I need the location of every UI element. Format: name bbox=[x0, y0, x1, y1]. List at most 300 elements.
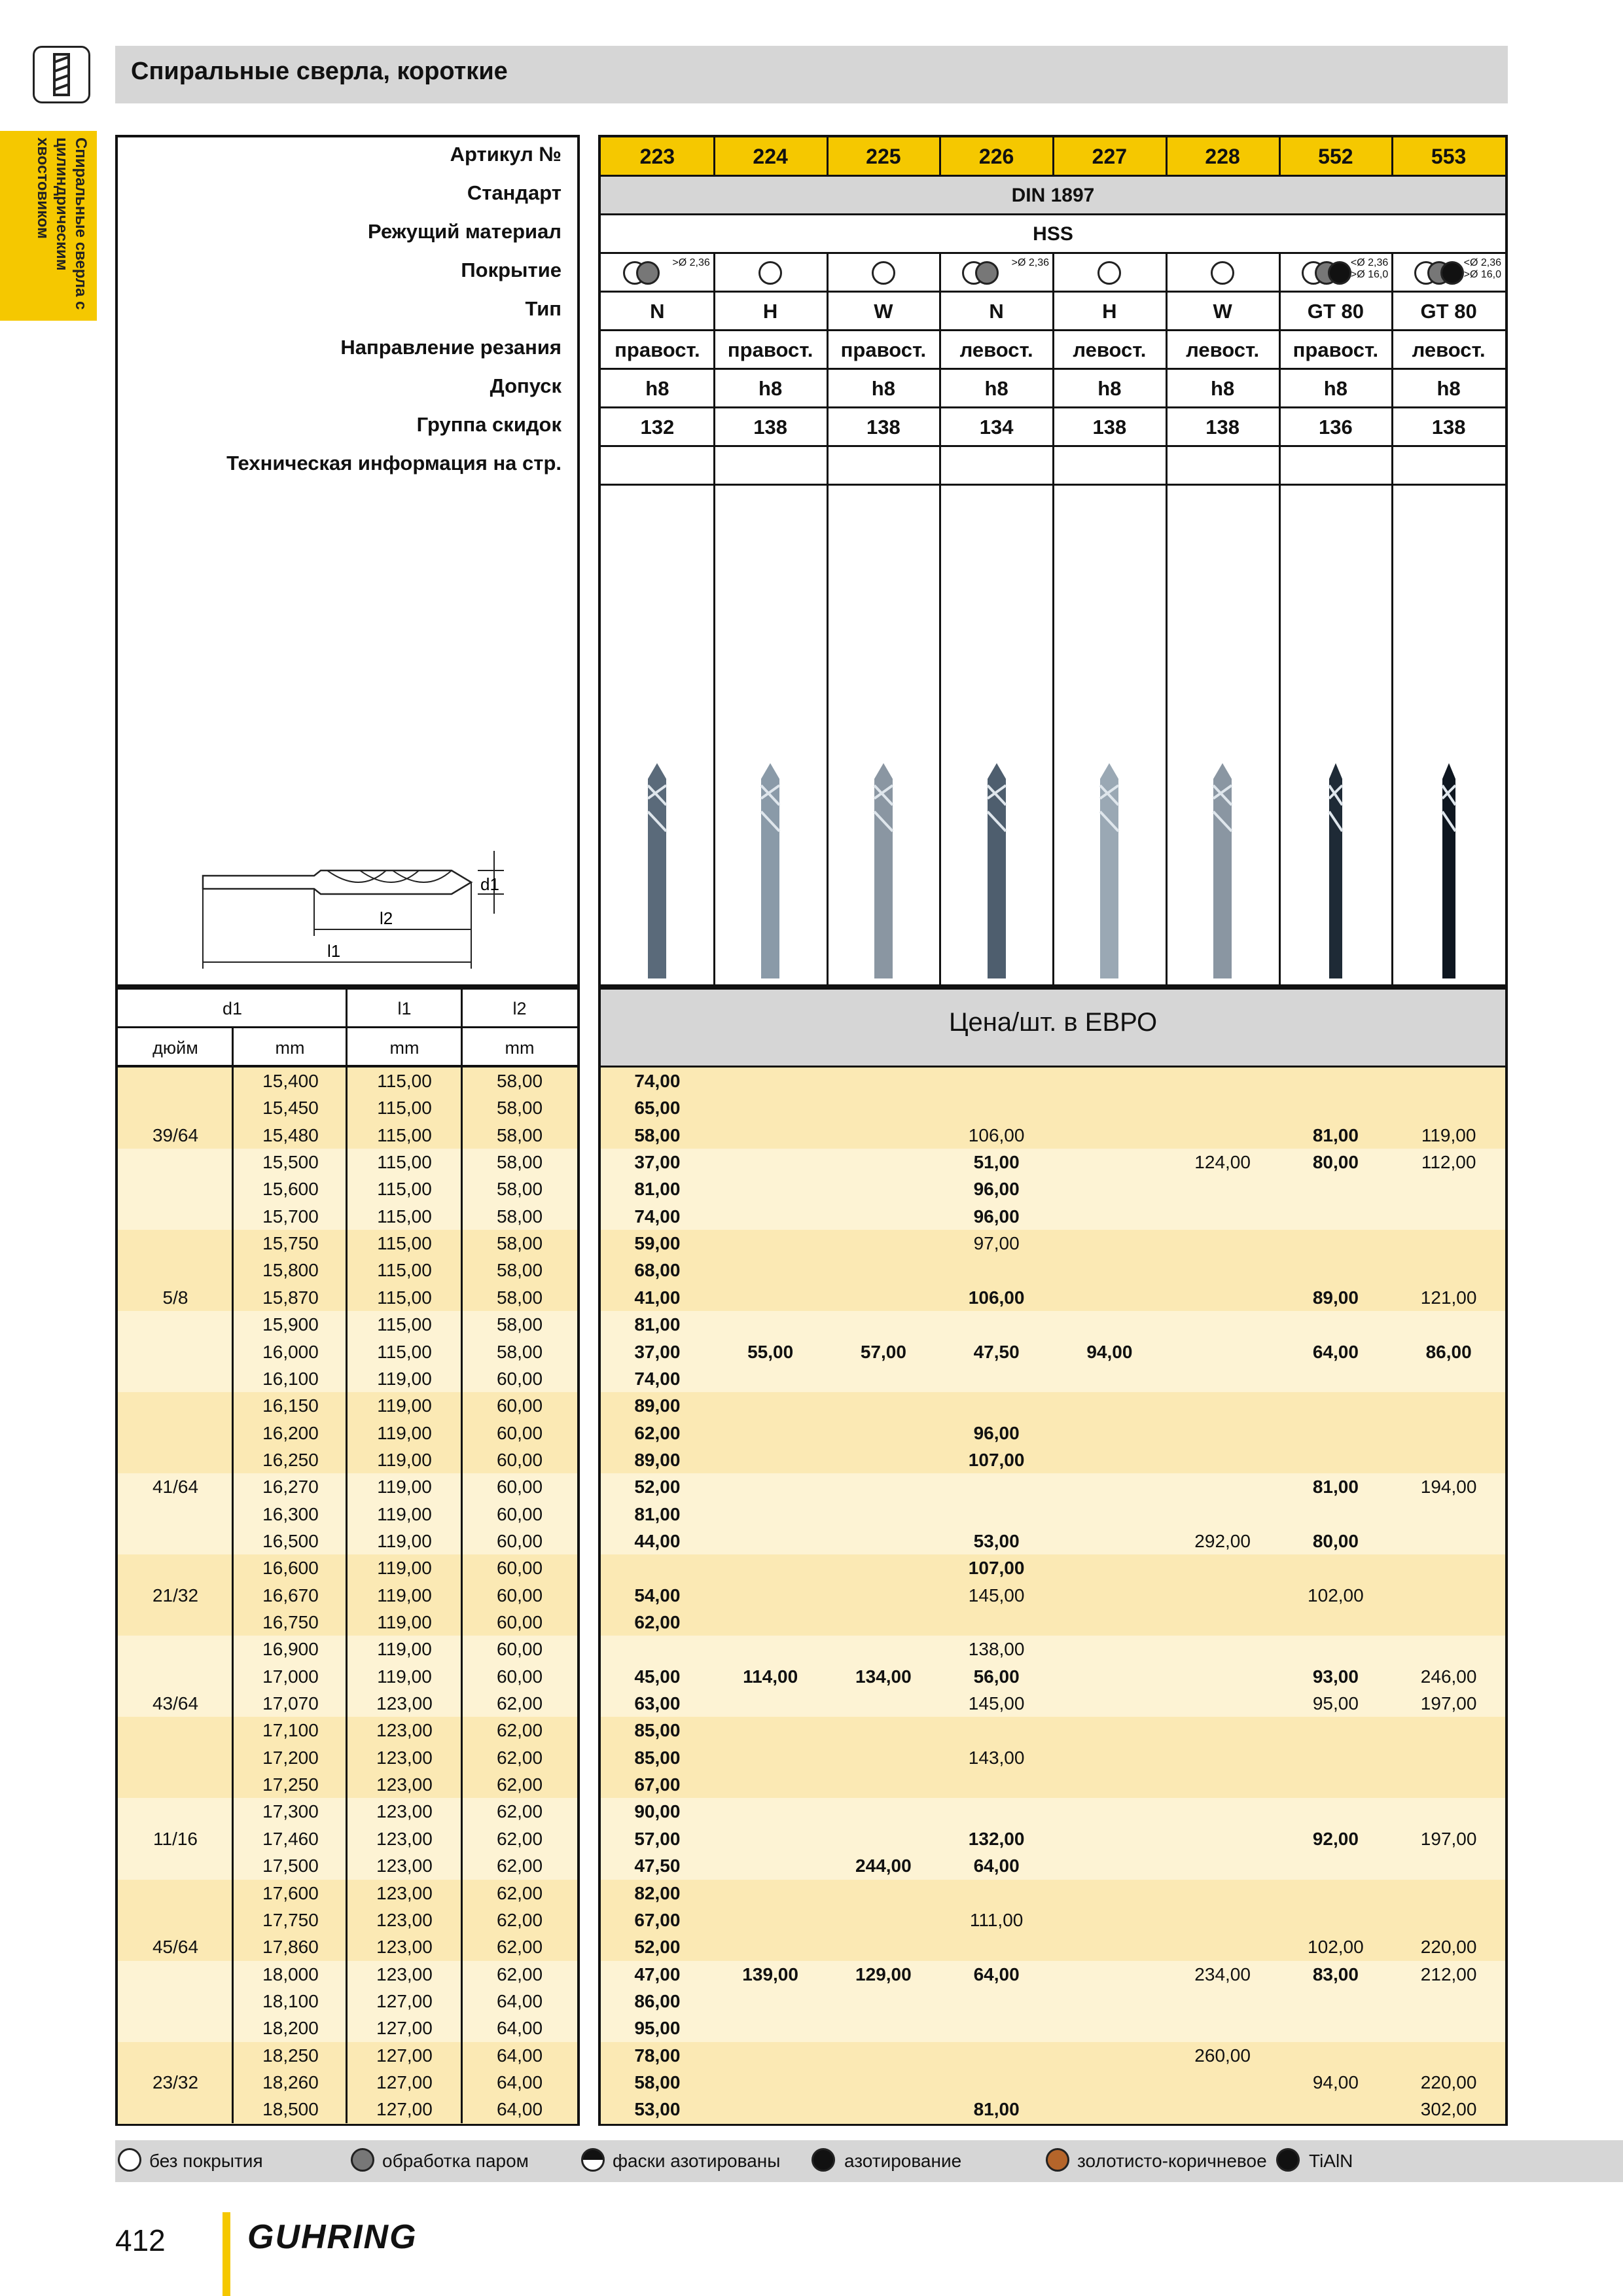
type-value: N bbox=[989, 300, 1004, 323]
price-cell: 65,00 bbox=[634, 1098, 681, 1119]
diagram-l2: l2 bbox=[380, 908, 393, 928]
coating-note: <Ø 2,36 >Ø 16,0 bbox=[1350, 257, 1389, 280]
tolerance-value: h8 bbox=[1323, 377, 1347, 400]
dim-l2: 58,00 bbox=[496, 1260, 543, 1281]
drill-dimension-diagram bbox=[190, 844, 510, 975]
hdr-mm-l2: mm bbox=[505, 1038, 535, 1058]
tolerance-value: h8 bbox=[645, 377, 669, 400]
coating-cell bbox=[714, 253, 827, 292]
hdr-inch: дюйм bbox=[152, 1038, 198, 1058]
price-cell: 107,00 bbox=[968, 1558, 1025, 1579]
legend-steam: обработка паром bbox=[382, 2151, 529, 2171]
price-cell: 85,00 bbox=[634, 1720, 681, 1741]
price-cell: 138,00 bbox=[968, 1639, 1025, 1660]
dim-d1: 16,300 bbox=[262, 1503, 319, 1524]
article-number: 227 bbox=[1053, 137, 1166, 176]
coating-cell bbox=[827, 253, 940, 292]
price-cell: 220,00 bbox=[1420, 2072, 1477, 2092]
drill-photo-icon bbox=[977, 759, 1016, 982]
dim-inch: 21/32 bbox=[152, 1585, 199, 1605]
dim-d1: 15,700 bbox=[262, 1206, 319, 1227]
article-spec-grid bbox=[601, 137, 1505, 484]
hdr-d1: d1 bbox=[222, 999, 243, 1018]
tialn-icon bbox=[1276, 2148, 1300, 2172]
price-cell: 55,00 bbox=[747, 1341, 794, 1362]
dim-l2: 60,00 bbox=[496, 1530, 543, 1551]
dim-l2: 62,00 bbox=[496, 1774, 543, 1795]
dim-l1: 119,00 bbox=[377, 1585, 432, 1605]
dim-l1: 123,00 bbox=[376, 1856, 433, 1876]
price-cell: 52,00 bbox=[634, 1477, 681, 1498]
price-cell: 37,00 bbox=[634, 1152, 681, 1173]
dim-l2: 58,00 bbox=[496, 1314, 543, 1335]
tolerance-value: h8 bbox=[871, 377, 895, 400]
dim-d1: 18,500 bbox=[262, 2099, 319, 2120]
coating-cell bbox=[1166, 253, 1279, 292]
coating-note: >Ø 2,36 bbox=[1011, 257, 1049, 268]
dim-l2: 58,00 bbox=[496, 1098, 543, 1119]
dim-d1: 16,750 bbox=[262, 1612, 319, 1632]
dim-d1: 16,000 bbox=[262, 1341, 319, 1362]
direction-value: правост. bbox=[1293, 338, 1379, 361]
dim-d1: 18,250 bbox=[262, 2045, 319, 2066]
dim-l1: 119,00 bbox=[377, 1530, 432, 1551]
dim-d1: 15,870 bbox=[262, 1287, 319, 1308]
dim-l1: 115,00 bbox=[377, 1260, 432, 1281]
dim-l1: 119,00 bbox=[377, 1422, 432, 1443]
dim-l1: 119,00 bbox=[377, 1558, 432, 1579]
price-cell: 74,00 bbox=[634, 1206, 681, 1227]
tolerance-value: h8 bbox=[1436, 377, 1461, 400]
dim-l2: 62,00 bbox=[496, 1828, 543, 1849]
price-cell: 124,00 bbox=[1194, 1152, 1251, 1173]
dim-l1: 123,00 bbox=[376, 1801, 433, 1822]
legend-gold-brown: золотисто-коричневое bbox=[1077, 2151, 1267, 2171]
label-direction: Направление резания bbox=[340, 336, 562, 359]
price-cell: 145,00 bbox=[968, 1693, 1025, 1714]
discount-value: 138 bbox=[753, 416, 787, 439]
dim-d1: 18,200 bbox=[262, 2018, 319, 2039]
price-cell: 56,00 bbox=[973, 1666, 1020, 1687]
dim-l1: 123,00 bbox=[376, 1828, 433, 1849]
label-standard: Стандарт bbox=[467, 181, 562, 204]
dim-l2: 60,00 bbox=[496, 1639, 543, 1660]
price-cell: 67,00 bbox=[634, 1909, 681, 1930]
dim-l2: 64,00 bbox=[496, 2045, 543, 2066]
article-number: 228 bbox=[1166, 137, 1279, 176]
dim-d1: 16,900 bbox=[262, 1639, 319, 1660]
label-material: Режущий материал bbox=[368, 220, 562, 243]
discount-value: 138 bbox=[1205, 416, 1240, 439]
dim-l2: 60,00 bbox=[496, 1585, 543, 1605]
price-cell: 41,00 bbox=[634, 1287, 681, 1308]
dim-l1: 119,00 bbox=[377, 1395, 432, 1416]
dim-l2: 62,00 bbox=[496, 1720, 543, 1741]
drill-photo-icon bbox=[864, 759, 903, 982]
price-cell: 197,00 bbox=[1420, 1828, 1477, 1849]
standard-value: DIN 1897 bbox=[601, 176, 1505, 215]
dimension-header bbox=[118, 990, 577, 1067]
dim-l1: 115,00 bbox=[377, 1179, 432, 1200]
price-cell: 292,00 bbox=[1194, 1530, 1251, 1551]
price-cell: 74,00 bbox=[634, 1071, 681, 1091]
price-cell: 81,00 bbox=[973, 2099, 1020, 2120]
dim-d1: 17,100 bbox=[262, 1720, 319, 1741]
price-cell: 97,00 bbox=[973, 1233, 1020, 1254]
drill-photo-icon bbox=[1203, 759, 1242, 982]
dim-l1: 115,00 bbox=[377, 1098, 432, 1119]
price-cell: 302,00 bbox=[1420, 2099, 1477, 2120]
dim-l2: 58,00 bbox=[496, 1071, 543, 1091]
dim-l2: 60,00 bbox=[496, 1395, 543, 1416]
side-tab-label: Спиральные сверла с цилиндрическим хвостовиком bbox=[34, 137, 90, 310]
coating-uncoated-icon bbox=[872, 261, 895, 285]
price-cell: 119,00 bbox=[1421, 1124, 1476, 1145]
price-cell: 58,00 bbox=[634, 1124, 681, 1145]
dim-d1: 17,300 bbox=[262, 1801, 319, 1822]
dim-inch: 41/64 bbox=[152, 1477, 199, 1498]
price-cell: 90,00 bbox=[634, 1801, 681, 1822]
drill-photo-icon bbox=[1316, 759, 1355, 982]
price-cell: 81,00 bbox=[1312, 1477, 1359, 1498]
dim-l2: 60,00 bbox=[496, 1422, 543, 1443]
price-cell: 246,00 bbox=[1420, 1666, 1477, 1687]
price-cell: 143,00 bbox=[968, 1747, 1025, 1768]
dim-d1: 16,670 bbox=[262, 1585, 319, 1605]
dim-d1: 15,600 bbox=[262, 1179, 319, 1200]
dim-inch: 5/8 bbox=[162, 1287, 188, 1308]
price-cell: 134,00 bbox=[855, 1666, 912, 1687]
article-number: 224 bbox=[714, 137, 827, 176]
price-cell: 74,00 bbox=[634, 1368, 681, 1389]
dim-d1: 15,750 bbox=[262, 1233, 319, 1254]
price-cell: 107,00 bbox=[968, 1449, 1025, 1470]
side-tab bbox=[0, 131, 97, 321]
price-cell: 106,00 bbox=[968, 1287, 1025, 1308]
dim-l2: 62,00 bbox=[496, 1964, 543, 1984]
price-cell: 64,00 bbox=[973, 1964, 1020, 1984]
coating-cell bbox=[1279, 253, 1393, 292]
dim-d1: 15,500 bbox=[262, 1152, 319, 1173]
price-cell: 64,00 bbox=[973, 1856, 1020, 1876]
dim-l2: 64,00 bbox=[496, 2072, 543, 2092]
dim-d1: 17,600 bbox=[262, 1882, 319, 1903]
dim-l2: 58,00 bbox=[496, 1233, 543, 1254]
price-cell: 47,50 bbox=[973, 1341, 1020, 1362]
discount-value: 138 bbox=[866, 416, 901, 439]
dim-d1: 18,260 bbox=[262, 2072, 319, 2092]
price-cell: 67,00 bbox=[634, 1774, 681, 1795]
drill-photo-icon bbox=[1090, 759, 1129, 982]
legend-nitrided: азотирование bbox=[844, 2151, 962, 2171]
dim-d1: 15,800 bbox=[262, 1260, 319, 1281]
dim-l1: 115,00 bbox=[377, 1314, 432, 1335]
price-cell: 94,00 bbox=[1312, 2072, 1359, 2092]
price-cell: 212,00 bbox=[1420, 1964, 1477, 1984]
dim-l1: 119,00 bbox=[377, 1639, 432, 1660]
dim-l2: 60,00 bbox=[496, 1449, 543, 1470]
coating-note: <Ø 2,36 >Ø 16,0 bbox=[1463, 257, 1501, 280]
steam-treated-icon bbox=[351, 2148, 374, 2172]
price-cell: 37,00 bbox=[634, 1341, 681, 1362]
dim-l2: 62,00 bbox=[496, 1693, 543, 1714]
dim-l1: 115,00 bbox=[377, 1206, 432, 1227]
discount-value: 138 bbox=[1092, 416, 1127, 439]
brand-logo: GUHRING bbox=[247, 2218, 418, 2256]
price-cell: 57,00 bbox=[860, 1341, 906, 1362]
dim-inch: 45/64 bbox=[152, 1937, 199, 1958]
price-cell: 89,00 bbox=[1312, 1287, 1359, 1308]
price-header bbox=[601, 990, 1505, 1066]
price-cell: 81,00 bbox=[634, 1314, 681, 1335]
dim-d1: 17,250 bbox=[262, 1774, 319, 1795]
label-article: Артикул № bbox=[450, 143, 562, 166]
price-cell: 63,00 bbox=[634, 1693, 681, 1714]
dim-l1: 119,00 bbox=[377, 1368, 432, 1389]
label-coating: Покрытие bbox=[461, 259, 562, 281]
price-cell: 132,00 bbox=[968, 1828, 1025, 1849]
direction-value: правост. bbox=[840, 338, 927, 361]
dim-d1: 17,860 bbox=[262, 1937, 319, 1958]
direction-value: правост. bbox=[615, 338, 700, 361]
dim-d1: 17,070 bbox=[262, 1693, 319, 1714]
discount-value: 136 bbox=[1319, 416, 1353, 439]
coating-cell bbox=[940, 253, 1053, 292]
price-cell: 96,00 bbox=[973, 1179, 1020, 1200]
label-tolerance: Допуск bbox=[490, 374, 562, 397]
dim-inch: 43/64 bbox=[152, 1693, 199, 1714]
dim-inch: 11/16 bbox=[153, 1828, 198, 1849]
dim-l1: 123,00 bbox=[376, 1909, 433, 1930]
price-cell: 83,00 bbox=[1312, 1964, 1359, 1984]
page-title: Спиральные сверла, короткие bbox=[131, 58, 508, 85]
drill-photo-icon bbox=[1429, 759, 1469, 982]
article-number: 226 bbox=[940, 137, 1053, 176]
price-cell: 121,00 bbox=[1420, 1287, 1477, 1308]
dim-l1: 127,00 bbox=[376, 2018, 433, 2039]
price-cell: 260,00 bbox=[1194, 2045, 1251, 2066]
discount-value: 134 bbox=[979, 416, 1014, 439]
price-cell: 80,00 bbox=[1312, 1152, 1359, 1173]
dim-l1: 119,00 bbox=[377, 1503, 432, 1524]
dim-l1: 123,00 bbox=[376, 1774, 433, 1795]
direction-value: левост. bbox=[1412, 338, 1486, 361]
price-cell: 81,00 bbox=[1312, 1124, 1359, 1145]
tolerance-value: h8 bbox=[758, 377, 783, 400]
dim-l2: 62,00 bbox=[496, 1747, 543, 1768]
dim-l2: 60,00 bbox=[496, 1612, 543, 1632]
article-number: 223 bbox=[601, 137, 714, 176]
page-number: 412 bbox=[115, 2223, 166, 2257]
dim-l1: 119,00 bbox=[377, 1449, 432, 1470]
dim-l1: 115,00 bbox=[377, 1124, 432, 1145]
price-cell: 64,00 bbox=[1312, 1341, 1359, 1362]
price-cell: 44,00 bbox=[634, 1530, 681, 1551]
article-number: 553 bbox=[1392, 137, 1505, 176]
spec-labels bbox=[115, 135, 562, 488]
coating-uncoated-icon bbox=[1211, 261, 1234, 285]
dim-d1: 16,100 bbox=[262, 1368, 319, 1389]
dim-l1: 123,00 bbox=[376, 1720, 433, 1741]
dim-l1: 115,00 bbox=[377, 1152, 432, 1173]
price-cell: 95,00 bbox=[1312, 1693, 1359, 1714]
price-cell: 197,00 bbox=[1420, 1693, 1477, 1714]
price-cell: 68,00 bbox=[634, 1260, 681, 1281]
dim-l1: 123,00 bbox=[376, 1693, 433, 1714]
dim-l2: 60,00 bbox=[496, 1477, 543, 1498]
dim-inch: 23/32 bbox=[152, 2072, 199, 2092]
material-value: HSS bbox=[1033, 223, 1073, 245]
dim-l1: 119,00 bbox=[377, 1666, 432, 1687]
dim-d1: 18,000 bbox=[262, 1964, 319, 1984]
price-cell: 114,00 bbox=[743, 1666, 798, 1687]
price-cell: 89,00 bbox=[634, 1395, 681, 1416]
type-value: H bbox=[1102, 300, 1117, 323]
dim-l2: 64,00 bbox=[496, 2099, 543, 2120]
price-cell: 53,00 bbox=[973, 1530, 1020, 1551]
dim-d1: 17,460 bbox=[262, 1828, 319, 1849]
dim-d1: 16,600 bbox=[262, 1558, 319, 1579]
diagram-l1: l1 bbox=[327, 941, 341, 961]
dim-l2: 62,00 bbox=[496, 1801, 543, 1822]
price-cell: 86,00 bbox=[1425, 1341, 1472, 1362]
price-cell: 53,00 bbox=[634, 2099, 681, 2120]
dim-l2: 58,00 bbox=[496, 1287, 543, 1308]
price-cell: 47,00 bbox=[634, 1964, 681, 1984]
price-cell: 112,00 bbox=[1421, 1152, 1476, 1173]
price-cell: 52,00 bbox=[634, 1937, 681, 1958]
dim-d1: 15,450 bbox=[262, 1098, 319, 1119]
price-cell: 89,00 bbox=[634, 1449, 681, 1470]
dim-d1: 17,200 bbox=[262, 1747, 319, 1768]
dim-l2: 62,00 bbox=[496, 1937, 543, 1958]
price-cell: 234,00 bbox=[1194, 1964, 1251, 1984]
coating-steam-icon bbox=[636, 261, 660, 285]
price-cell: 194,00 bbox=[1420, 1477, 1477, 1498]
dim-l2: 60,00 bbox=[496, 1666, 543, 1687]
price-cell: 220,00 bbox=[1420, 1937, 1477, 1958]
price-cell: 85,00 bbox=[634, 1747, 681, 1768]
dim-d1: 15,900 bbox=[262, 1314, 319, 1335]
hdr-l1: l1 bbox=[397, 999, 412, 1018]
price-cell: 62,00 bbox=[634, 1422, 681, 1443]
discount-value: 132 bbox=[640, 416, 675, 439]
price-cell: 96,00 bbox=[973, 1422, 1020, 1443]
nitrided-icon bbox=[812, 2148, 835, 2172]
label-tech-info: Техническая информация на стр. bbox=[226, 452, 562, 475]
type-value: GT 80 bbox=[1307, 300, 1364, 323]
type-value: H bbox=[762, 300, 778, 323]
dim-l1: 127,00 bbox=[376, 2045, 433, 2066]
drill-photo-icon bbox=[637, 759, 677, 982]
legend-tialn: TiAlN bbox=[1309, 2151, 1353, 2171]
price-cell: 62,00 bbox=[634, 1612, 681, 1632]
type-value: GT 80 bbox=[1420, 300, 1477, 323]
dim-l2: 58,00 bbox=[496, 1206, 543, 1227]
price-cell: 106,00 bbox=[968, 1124, 1025, 1145]
direction-value: правост. bbox=[727, 338, 813, 361]
tolerance-value: h8 bbox=[1097, 377, 1122, 400]
price-cell: 81,00 bbox=[634, 1503, 681, 1524]
price-cell: 139,00 bbox=[742, 1964, 798, 1984]
hdr-l2: l2 bbox=[512, 999, 527, 1018]
type-value: N bbox=[650, 300, 665, 323]
label-type: Тип bbox=[525, 297, 562, 320]
price-cell: 57,00 bbox=[634, 1828, 681, 1849]
dim-d1: 18,100 bbox=[262, 1990, 319, 2011]
price-cell: 92,00 bbox=[1312, 1828, 1359, 1849]
footer-accent bbox=[223, 2212, 230, 2296]
nitrided-chamfer-icon bbox=[581, 2148, 605, 2172]
dim-d1: 15,400 bbox=[262, 1071, 319, 1091]
uncoated-icon bbox=[118, 2148, 141, 2172]
price-cell: 82,00 bbox=[634, 1882, 681, 1903]
direction-value: левост. bbox=[959, 338, 1033, 361]
price-cell: 80,00 bbox=[1312, 1530, 1359, 1551]
dim-l2: 60,00 bbox=[496, 1503, 543, 1524]
price-cell: 96,00 bbox=[973, 1206, 1020, 1227]
price-rows bbox=[601, 1067, 1505, 2123]
dim-l1: 119,00 bbox=[377, 1477, 432, 1498]
dim-l2: 62,00 bbox=[496, 1882, 543, 1903]
dim-l1: 127,00 bbox=[376, 1990, 433, 2011]
price-cell: 93,00 bbox=[1312, 1666, 1359, 1687]
dim-d1: 16,270 bbox=[262, 1477, 319, 1498]
dim-d1: 16,500 bbox=[262, 1530, 319, 1551]
dim-d1: 16,250 bbox=[262, 1449, 319, 1470]
drill-logo-icon bbox=[33, 46, 90, 103]
dim-l2: 62,00 bbox=[496, 1856, 543, 1876]
dim-inch: 39/64 bbox=[152, 1124, 199, 1145]
diagram-d1: d1 bbox=[480, 874, 499, 894]
coating-uncoated-icon bbox=[758, 261, 782, 285]
coating-cell bbox=[601, 253, 714, 292]
coating-uncoated-icon bbox=[1097, 261, 1121, 285]
dim-d1: 16,150 bbox=[262, 1395, 319, 1416]
dim-d1: 15,480 bbox=[262, 1124, 319, 1145]
coating-note: >Ø 2,36 bbox=[672, 257, 710, 268]
dim-l2: 58,00 bbox=[496, 1152, 543, 1173]
dim-l1: 115,00 bbox=[377, 1341, 432, 1362]
hdr-mm-l1: mm bbox=[389, 1038, 419, 1058]
dim-l2: 58,00 bbox=[496, 1179, 543, 1200]
price-cell: 102,00 bbox=[1308, 1937, 1364, 1958]
type-value: W bbox=[874, 300, 893, 323]
price-cell: 95,00 bbox=[634, 2018, 681, 2039]
dim-l1: 115,00 bbox=[377, 1287, 432, 1308]
dim-l2: 60,00 bbox=[496, 1368, 543, 1389]
price-cell: 59,00 bbox=[634, 1233, 681, 1254]
drill-images bbox=[601, 484, 1505, 985]
price-header-label: Цена/шт. в ЕВРО bbox=[948, 1008, 1158, 1037]
price-cell: 51,00 bbox=[973, 1152, 1020, 1173]
price-cell: 129,00 bbox=[855, 1964, 912, 1984]
direction-value: левост. bbox=[1186, 338, 1260, 361]
coating-cell bbox=[1053, 253, 1166, 292]
dim-l1: 123,00 bbox=[376, 1937, 433, 1958]
article-number: 552 bbox=[1279, 137, 1393, 176]
dim-l1: 115,00 bbox=[377, 1071, 432, 1091]
price-cell: 45,00 bbox=[634, 1666, 681, 1687]
dim-l1: 119,00 bbox=[377, 1612, 432, 1632]
dim-l1: 123,00 bbox=[376, 1747, 433, 1768]
dim-l1: 127,00 bbox=[376, 2099, 433, 2120]
article-number: 225 bbox=[827, 137, 940, 176]
tolerance-value: h8 bbox=[1211, 377, 1235, 400]
dim-d1: 16,200 bbox=[262, 1422, 319, 1443]
dim-d1: 17,750 bbox=[262, 1909, 319, 1930]
dim-l2: 58,00 bbox=[496, 1124, 543, 1145]
